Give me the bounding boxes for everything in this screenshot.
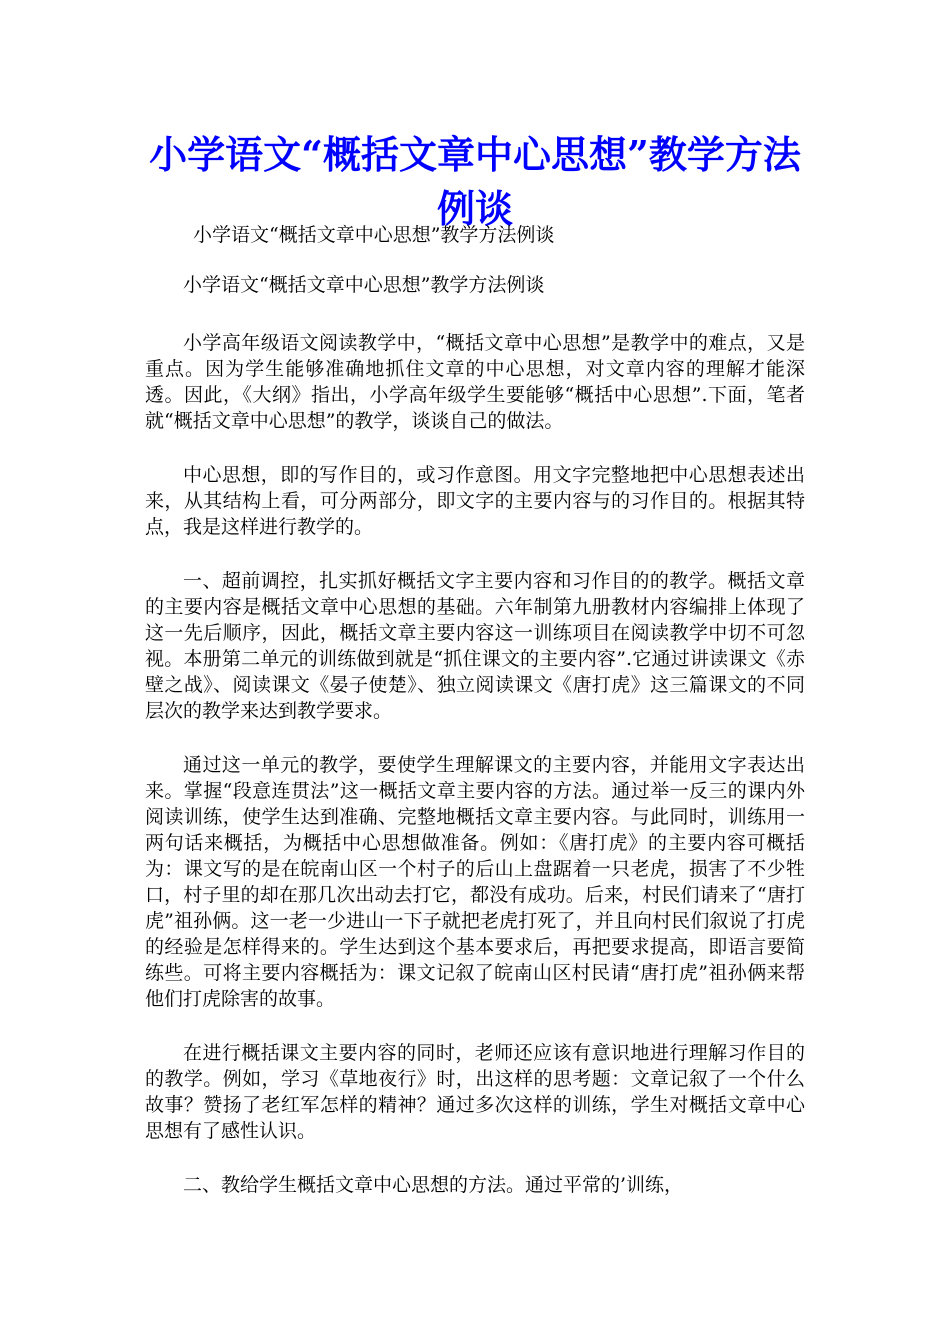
paragraph: 一、超前调控，扎实抓好概括文字主要内容和习作目的的教学。概括文章的主要内容是概括文章中心思想的基础。六年制第九册教材内容编排上体现了这一先后顺序，因此，概括文章主要内容这一训练项目在阅读教学中切不可忽视。本册第二单元的训练做到就是“抓住课文的主要内容”.它通过讲读课文《赤壁之战》、阅读课文《晏子使楚》、独立阅读课文《唐打虎》这三篇课文的不同层次的教学来达到教学要求。 xyxy=(145,570,805,722)
document-repeat-title: 小学语文“概括文章中心思想”教学方法例谈 xyxy=(183,274,545,296)
paragraph: 二、教给学生概括文章中心思想的方法。通过平常的’训练， xyxy=(183,1174,684,1196)
paragraph: 小学高年级语文阅读教学中，“概括文章中心思想”是教学中的难点，又是重点。因为学生能够准确地抓住文章的中心思想，对文章内容的理解才能深透。因此，《大纲》指出，小学高年级学生要能够“概括中心思想”.下面，笔者就“概括文章中心思想”的教学，谈谈自己的做法。 xyxy=(145,332,805,432)
document-body xyxy=(145,222,805,1226)
paragraph: 在进行概括课文主要内容的同时，老师还应该有意识地进行理解习作目的的教学。例如，学习《草地夜行》时，出这样的思考题：文章记叙了一个什么故事？赞扬了老红军怎样的精神？通过多次这样的训练，学生对概括文章中心思想有了感性认识。 xyxy=(145,1042,805,1142)
paragraph: 中心思想，即的写作目的，或习作意图。用文字完整地把中心思想表述出来，从其结构上看，可分两部分，即文字的主要内容与的习作目的。根据其特点，我是这样进行教学的。 xyxy=(145,464,805,538)
document-title: 小学语文“概括文章中心思想”教学方法例谈 xyxy=(149,132,801,231)
paragraph: 通过这一单元的教学，要使学生理解课文的主要内容，并能用文字表达出来。掌握“段意连贯法”这一概括文章主要内容的方法。通过举一反三的课内外阅读训练，使学生达到准确、完整地概括文章主要内容。与此同时，训练用一两句话来概括，为概括中心思想做准备。例如：《唐打虎》的主要内容可概括为：课文写的是在皖南山区一个村子的后山上盘踞着一只老虎，损害了不少牲口，村子里的却在那几次出动去打它，都没有成功。后来，村民们请来了“唐打虎”祖孙俩。这一老一少进山一下子就把老虎打死了，并且向村民们叙说了打虎的经验是怎样得来的。学生达到这个基本要求后，再把要求提高，即语言要简练些。可将主要内容概括为：课文记叙了皖南山区村民请“唐打虎”祖孙俩来帮他们打虎除害的故事。 xyxy=(145,754,805,1010)
document-subtitle: 小学语文“概括文章中心思想”教学方法例谈 xyxy=(193,224,555,246)
